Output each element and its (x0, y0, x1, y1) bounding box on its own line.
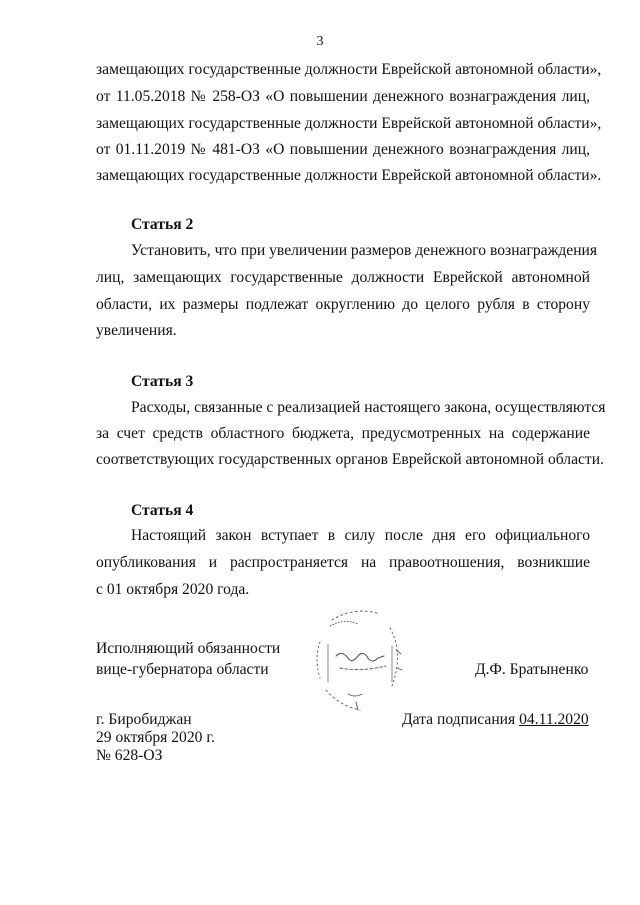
article-3-line: Расходы, связанные с реализацией настоящего закона, осуществляются (131, 399, 606, 416)
page-number: 3 (316, 34, 324, 49)
signing-date-block (402, 711, 589, 729)
signatory-name: Д.Ф. Братыненко (475, 661, 589, 678)
article-2-line: увеличения. (96, 322, 177, 339)
article-2-heading: Статья 2 (131, 216, 194, 233)
signatory-position-line-2: вице-губернатора области (96, 661, 269, 678)
intro-line: замещающих государственные должности Еврейской автономной области», (96, 115, 602, 132)
article-2-line: Установить, что при увеличении размеров денежного вознаграждения (131, 242, 598, 259)
law-number: № 628-ОЗ (96, 747, 163, 764)
signing-date-label: Дата подписания (402, 711, 516, 728)
intro-line: замещающих государственные должности Еврейской автономной области». (96, 167, 602, 184)
signatory-position-line-1: Исполняющий обязанности (96, 640, 281, 657)
law-date: 29 октября 2020 г. (96, 729, 215, 746)
intro-line: от 11.05.2018 № 258-ОЗ «О повышении денежного вознаграждения лиц, (96, 88, 590, 105)
article-3-heading: Статья 3 (131, 373, 194, 390)
article-2-line: лиц, замещающих государственные должности Еврейской автономной (96, 269, 590, 286)
article-4-line: с 01 октября 2020 года. (96, 581, 250, 598)
city: г. Биробиджан (96, 711, 192, 728)
article-3-line: за счет средств областного бюджета, предусмотренных на содержание (96, 425, 590, 442)
article-4-heading: Статья 4 (131, 502, 194, 519)
intro-line: замещающих государственные должности Еврейской автономной области», (96, 61, 602, 78)
signature-stamp (300, 598, 410, 728)
article-4-line: Настоящий закон вступает в силу после дня его официального (131, 527, 590, 544)
intro-line: от 01.11.2019 № 481-ОЗ «О повышении денежного вознаграждения лиц, (96, 141, 590, 158)
article-4-line: опубликования и распространяется на правоотношения, возникшие (96, 554, 590, 571)
article-2-line: области, их размеры подлежат округлению до целого рубля в сторону (96, 296, 590, 313)
article-3-line: соответствующих государственных органов Еврейской автономной области. (96, 451, 604, 468)
signing-date-value: 04.11.2020 (519, 711, 589, 728)
